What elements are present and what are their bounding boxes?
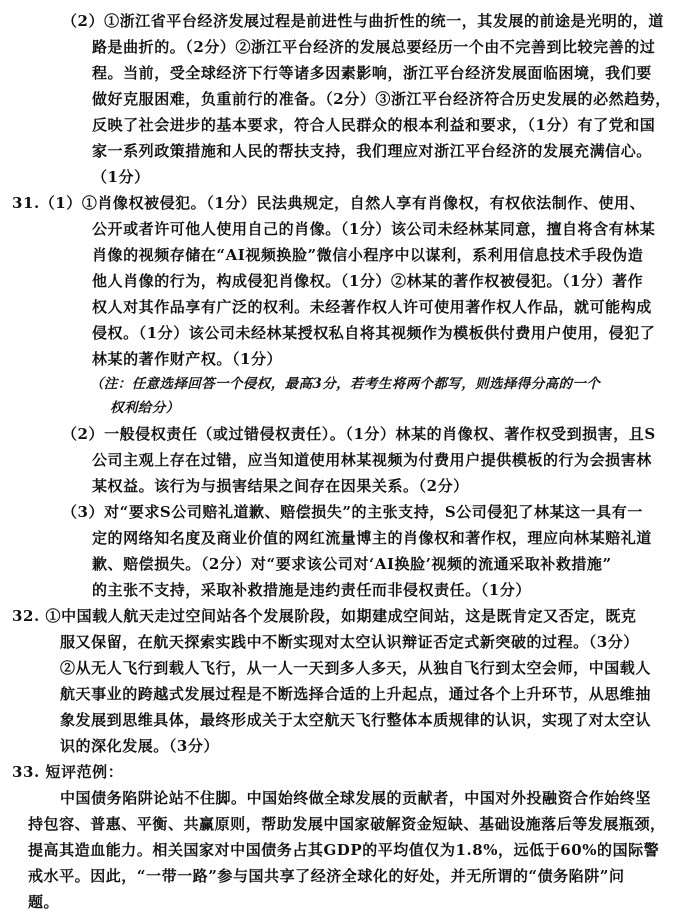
- text-line: 林某的著作财产权。（1分）: [92, 350, 283, 368]
- text-line: 识的深化发展。（3分）: [60, 737, 219, 755]
- text-line: 定的网络知名度及商业价值的网红流量博主的肖像权和著作权，理应向林某赔礼道: [92, 529, 652, 547]
- text-line: 31.（1）①肖像权被侵犯。（1分）民法典规定，自然人享有肖像权，有权依法制作、使用、: [12, 194, 646, 212]
- text-line: 程。当前，受全球经济下行等诸多因素影响，浙江平台经济发展面临困境，我们要: [92, 64, 652, 82]
- text-line: （1分）: [92, 168, 150, 186]
- text-line: 中国债务陷阱论站不住脚。中国始终做全球发展的贡献者，中国对外投融资合作始终坚: [60, 789, 651, 807]
- text-line: 提高其造血能力。相关国家对中国债务占其GDP的平均值仅为1.8%，远低于60%的国际警: [28, 841, 660, 859]
- text-line: ②从无人飞行到载人飞行，从一人一天到多人多天，从独自飞行到太空会师，中国载人: [60, 659, 651, 677]
- text-line: 路是曲折的。（2分）②浙江平台经济的发展总要经历一个由不完善到比较完善的过: [92, 38, 656, 56]
- text-line: 的主张不支持，采取补救措施是违约责任而非侵权责任。（1分）: [92, 581, 531, 599]
- text-line: 33. 短评范例：: [12, 763, 124, 781]
- text-line: 象发展到思维具体，最终形成关于太空航天飞行整体本质规律的认识，实现了对太空认: [60, 711, 651, 729]
- text-line: （2）①浙江省平台经济发展过程是前进性与曲折性的统一，其发展的前途是光明的，道: [62, 12, 664, 30]
- text-line: 权利给分）: [110, 400, 180, 416]
- text-line: 32. ①中国载人航天走过空间站各个发展阶段，如期建成空间站，这是既肯定又否定，既克: [12, 607, 637, 625]
- text-line: 某权益。该行为与损害结果之间存在因果关系。（2分）: [92, 477, 469, 495]
- text-line: 公司主观上存在过错，应当知道使用林某视频为付费用户提供模板的行为会损害林: [92, 451, 652, 469]
- text-line: 戒水平。因此，“一带一路”参与国共享了经济全球化的好处，并无所谓的“债务陷阱”问: [28, 867, 625, 885]
- text-line: 权人对其作品享有广泛的权利。未经著作权人许可使用著作权人作品，就可能构成: [92, 298, 652, 316]
- text-line: 反映了社会进步的基本要求，符合人民群众的根本利益和要求，（1分）有了党和国: [92, 116, 656, 134]
- text-line: 公开或者许可他人使用自己的肖像。（1分）该公司未经林某同意，擅自将含有林某: [92, 220, 656, 238]
- text-line: 他人肖像的行为，构成侵犯肖像权。（1分）②林某的著作权被侵犯。（1分）著作: [92, 272, 644, 290]
- text-line: 服又保留，在航天探索实践中不断实现对太空认识辩证否定式新突破的过程。（3分）: [60, 633, 639, 651]
- text-line: （3）对“要求S公司赔礼道歉、赔偿损失”的主张支持，S公司侵犯了林某这一具有一: [62, 503, 643, 521]
- text-line: 肖像的视频存储在“AI视频换脸”微信小程序中以谋利，系利用信息技术手段伪造: [92, 246, 644, 264]
- text-line: 家一系列政策措施和人民的帮扶支持，我们理应对浙江平台经济的发展充满信心。: [92, 142, 652, 160]
- text-line: （2）一般侵权责任（或过错侵权责任）。（1分）林某的肖像权、著作权受到损害，且S: [62, 425, 656, 443]
- text-line: 歉、赔偿损失。（2分）对“要求该公司对‘AI换脸’视频的流通采取补救措施”: [92, 555, 612, 573]
- text-line: 题。: [28, 893, 60, 911]
- text-line: 做好克服困难，负重前行的准备。（2分）③浙江平台经济符合历史发展的必然趋势，: [92, 90, 671, 108]
- text-line: 航天事业的跨越式发展过程是不断选择合适的上升起点，通过各个上升环节，从思维抽: [60, 685, 651, 703]
- text-line: 持包容、普惠、平衡、共赢原则，帮助发展中国家破解资金短缺、基础设施落后等发展瓶颈，: [28, 815, 666, 833]
- text-line: 侵权。（1分）该公司未经林某授权私自将其视频作为模板供付费用户使用，侵犯了: [92, 324, 656, 342]
- text-line: （注：任意选择回答一个侵权，最高3分，若考生将两个都写，则选择得分高的一个: [90, 376, 601, 392]
